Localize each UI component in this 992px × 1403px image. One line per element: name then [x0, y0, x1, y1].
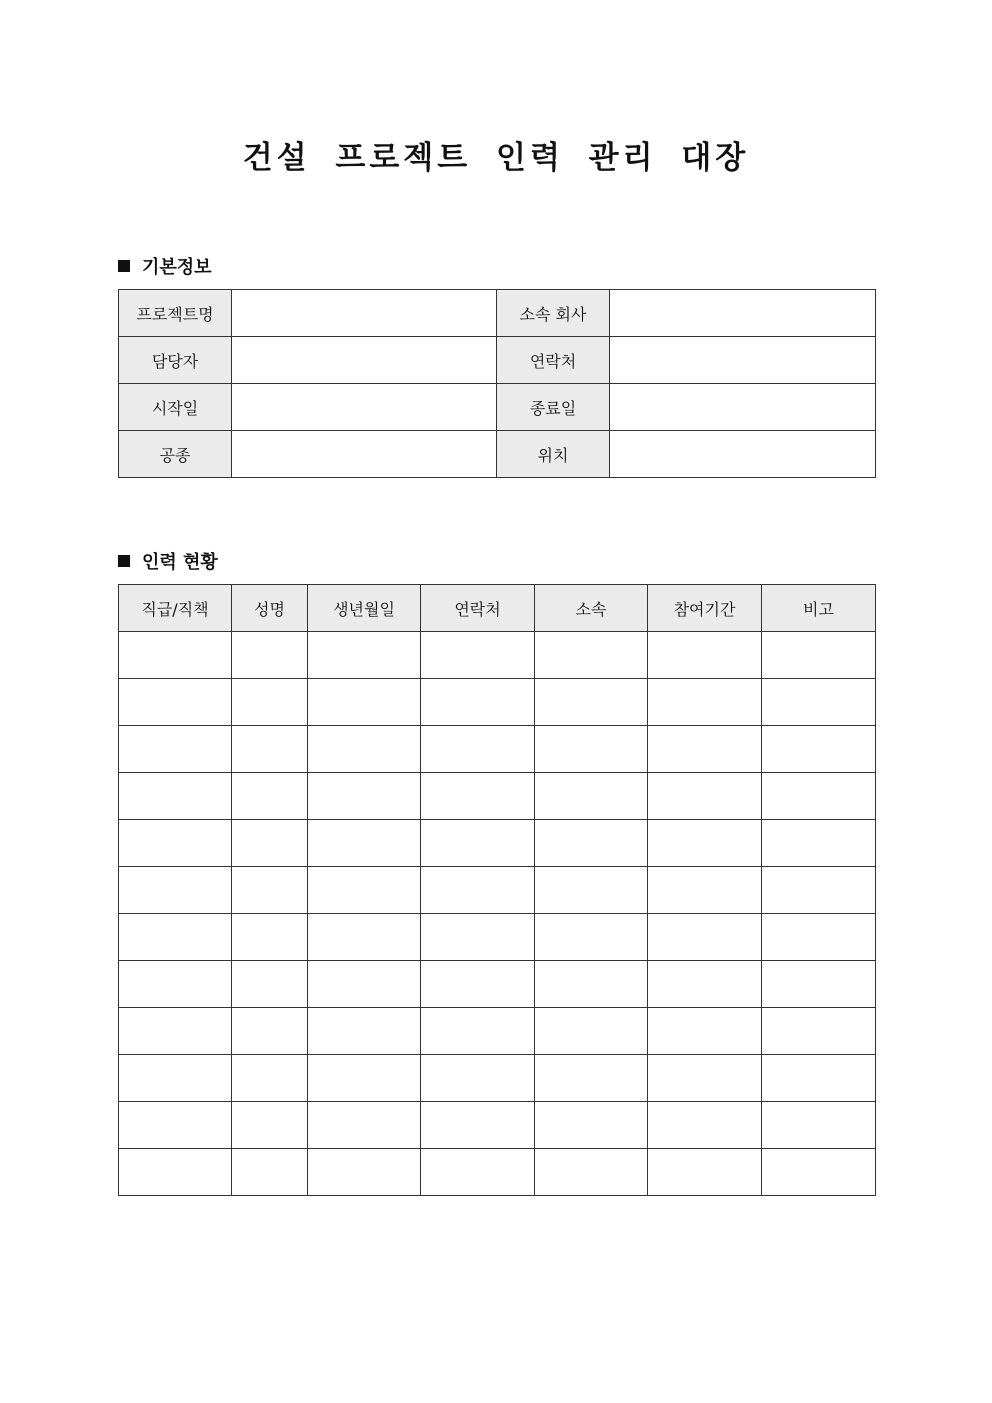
- table-cell[interactable]: [308, 961, 421, 1008]
- field-label: 시작일: [119, 384, 232, 431]
- table-cell[interactable]: [648, 820, 762, 867]
- table-cell[interactable]: [232, 914, 308, 961]
- field-label: 종료일: [497, 384, 610, 431]
- staff-status-heading-text: 인력 현황: [142, 552, 218, 573]
- table-cell[interactable]: [119, 1055, 232, 1102]
- table-cell[interactable]: [308, 1102, 421, 1149]
- table-cell[interactable]: [308, 914, 421, 961]
- table-cell[interactable]: [648, 961, 762, 1008]
- table-cell[interactable]: [535, 820, 648, 867]
- table-cell[interactable]: [308, 1055, 421, 1102]
- table-cell[interactable]: [421, 961, 535, 1008]
- table-cell[interactable]: [308, 773, 421, 820]
- table-cell[interactable]: [232, 820, 308, 867]
- basic-info-row: [119, 290, 876, 337]
- table-cell[interactable]: [232, 961, 308, 1008]
- table-cell[interactable]: [762, 1008, 876, 1055]
- table-cell[interactable]: [421, 867, 535, 914]
- table-cell[interactable]: [648, 632, 762, 679]
- table-cell[interactable]: [762, 1055, 876, 1102]
- field-value-cell[interactable]: [232, 290, 497, 337]
- staff-status-heading: [118, 548, 218, 574]
- column-header: 소속: [535, 585, 648, 632]
- column-header: 생년월일: [308, 585, 421, 632]
- column-header: 직급/직책: [119, 585, 232, 632]
- field-value-cell[interactable]: [232, 384, 497, 431]
- field-label: 연락처: [497, 337, 610, 384]
- table-cell[interactable]: [648, 1149, 762, 1196]
- field-label: 공종: [119, 431, 232, 478]
- table-row: [119, 632, 876, 679]
- staff-table-header-row: [119, 585, 876, 632]
- table-cell[interactable]: [535, 961, 648, 1008]
- basic-info-heading-text: 기본정보: [142, 257, 212, 278]
- basic-info-row: [119, 384, 876, 431]
- table-row: [119, 961, 876, 1008]
- table-cell[interactable]: [421, 726, 535, 773]
- table-cell[interactable]: [421, 773, 535, 820]
- basic-info-table: [118, 289, 876, 478]
- table-cell[interactable]: [232, 1008, 308, 1055]
- table-cell[interactable]: [648, 773, 762, 820]
- table-cell[interactable]: [308, 1008, 421, 1055]
- table-row: [119, 1055, 876, 1102]
- table-cell[interactable]: [308, 1149, 421, 1196]
- table-cell[interactable]: [308, 632, 421, 679]
- table-cell[interactable]: [648, 1102, 762, 1149]
- field-value-cell[interactable]: [232, 431, 497, 478]
- basic-info-row: [119, 337, 876, 384]
- table-cell[interactable]: [119, 1008, 232, 1055]
- table-cell[interactable]: [648, 914, 762, 961]
- column-header: 성명: [232, 585, 308, 632]
- square-bullet-icon: [118, 555, 130, 567]
- table-cell[interactable]: [762, 632, 876, 679]
- table-cell[interactable]: [232, 679, 308, 726]
- table-cell[interactable]: [535, 1055, 648, 1102]
- table-cell[interactable]: [421, 820, 535, 867]
- table-cell[interactable]: [762, 1149, 876, 1196]
- table-cell[interactable]: [648, 726, 762, 773]
- basic-info-heading: [118, 253, 212, 279]
- table-cell[interactable]: [535, 867, 648, 914]
- table-cell[interactable]: [648, 679, 762, 726]
- table-row: [119, 820, 876, 867]
- table-cell[interactable]: [762, 679, 876, 726]
- table-cell[interactable]: [119, 1102, 232, 1149]
- table-cell[interactable]: [648, 1008, 762, 1055]
- table-cell[interactable]: [762, 914, 876, 961]
- field-label: 담당자: [119, 337, 232, 384]
- table-cell[interactable]: [119, 632, 232, 679]
- table-cell[interactable]: [762, 726, 876, 773]
- table-cell[interactable]: [232, 867, 308, 914]
- table-cell[interactable]: [535, 679, 648, 726]
- table-cell[interactable]: [232, 1055, 308, 1102]
- table-cell[interactable]: [119, 867, 232, 914]
- table-cell[interactable]: [308, 867, 421, 914]
- table-cell[interactable]: [119, 726, 232, 773]
- table-row: [119, 726, 876, 773]
- table-cell[interactable]: [421, 679, 535, 726]
- table-cell[interactable]: [421, 1008, 535, 1055]
- field-value-cell[interactable]: [610, 337, 876, 384]
- page-title: 건설 프로젝트 인력 관리 대장: [242, 140, 750, 176]
- table-cell[interactable]: [535, 632, 648, 679]
- column-header: 비고: [762, 585, 876, 632]
- table-cell[interactable]: [535, 773, 648, 820]
- square-bullet-icon: [118, 260, 130, 272]
- field-value-cell[interactable]: [610, 431, 876, 478]
- table-cell[interactable]: [308, 726, 421, 773]
- table-row: [119, 914, 876, 961]
- field-value-cell[interactable]: [610, 384, 876, 431]
- table-row: [119, 867, 876, 914]
- table-cell[interactable]: [535, 1149, 648, 1196]
- table-cell[interactable]: [119, 679, 232, 726]
- table-row: [119, 1102, 876, 1149]
- field-label: 소속 회사: [497, 290, 610, 337]
- table-cell[interactable]: [535, 1102, 648, 1149]
- table-cell[interactable]: [119, 820, 232, 867]
- table-cell[interactable]: [535, 726, 648, 773]
- table-row: [119, 773, 876, 820]
- table-cell[interactable]: [119, 773, 232, 820]
- field-label: 위치: [497, 431, 610, 478]
- table-cell[interactable]: [119, 1149, 232, 1196]
- table-cell[interactable]: [421, 632, 535, 679]
- basic-info-row: [119, 431, 876, 478]
- table-row: [119, 1149, 876, 1196]
- table-cell[interactable]: [648, 867, 762, 914]
- table-cell[interactable]: [421, 1149, 535, 1196]
- column-header: 연락처: [421, 585, 535, 632]
- table-cell[interactable]: [308, 820, 421, 867]
- table-cell[interactable]: [535, 1008, 648, 1055]
- table-cell[interactable]: [762, 867, 876, 914]
- table-cell[interactable]: [232, 1149, 308, 1196]
- table-cell[interactable]: [232, 1102, 308, 1149]
- table-cell[interactable]: [232, 632, 308, 679]
- table-cell[interactable]: [762, 820, 876, 867]
- table-cell[interactable]: [119, 914, 232, 961]
- table-cell[interactable]: [308, 679, 421, 726]
- table-cell[interactable]: [421, 914, 535, 961]
- table-cell[interactable]: [762, 961, 876, 1008]
- staff-status-table: [118, 584, 876, 1196]
- table-cell[interactable]: [232, 773, 308, 820]
- field-value-cell[interactable]: [610, 290, 876, 337]
- column-header: 참여기간: [648, 585, 762, 632]
- table-row: [119, 679, 876, 726]
- table-row: [119, 1008, 876, 1055]
- table-cell[interactable]: [762, 1102, 876, 1149]
- table-cell[interactable]: [421, 1055, 535, 1102]
- field-value-cell[interactable]: [232, 337, 497, 384]
- table-cell[interactable]: [119, 961, 232, 1008]
- table-cell[interactable]: [648, 1055, 762, 1102]
- table-cell[interactable]: [535, 914, 648, 961]
- table-cell[interactable]: [232, 726, 308, 773]
- field-label: 프로젝트명: [119, 290, 232, 337]
- table-cell[interactable]: [762, 773, 876, 820]
- table-cell[interactable]: [421, 1102, 535, 1149]
